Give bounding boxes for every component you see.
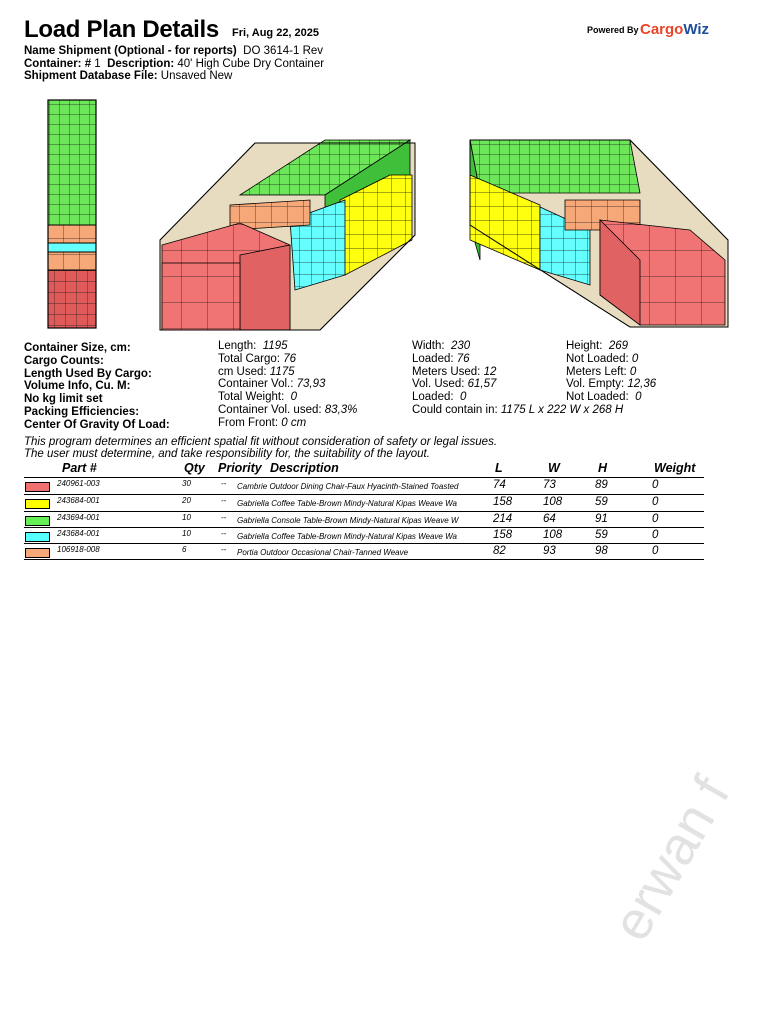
length-used-label: Length Used By Cargo: <box>24 367 152 380</box>
not-loaded-count-field: Not Loaded: 0 <box>566 352 639 365</box>
height: 91 <box>595 513 608 525</box>
priority: -- <box>221 513 227 522</box>
page-title: Load Plan Details <box>24 16 219 43</box>
color-swatch <box>25 482 50 492</box>
weight: 0 <box>652 496 659 508</box>
col-header-height: H <box>598 461 608 475</box>
table-row <box>24 528 704 544</box>
table-row <box>24 478 704 494</box>
priority: -- <box>221 479 227 488</box>
cm-used-field: cm Used: 1175 <box>218 365 295 378</box>
shipment-name-label: Name Shipment (Optional - for reports) <box>24 45 237 57</box>
description-value: 40' High Cube Dry Container <box>177 58 325 70</box>
width: 73 <box>543 479 556 491</box>
length-field: Length: 1195 <box>218 340 288 352</box>
volume-info-label: Volume Info, Cu. M: <box>24 380 131 393</box>
col-header-priority: Priority <box>218 461 262 475</box>
description: Cambrie Outdoor Dining Chair-Faux Hyacinth-Stained Toasted <box>237 482 459 491</box>
color-swatch <box>25 516 50 526</box>
col-header-width: W <box>548 461 560 475</box>
from-front-field: From Front: 0 cm <box>218 416 307 429</box>
container-number: 1 <box>94 58 101 70</box>
load-diagrams <box>0 95 768 335</box>
total-cargo-field: Total Cargo: 76 <box>218 352 297 365</box>
part-number: 240961-003 <box>57 479 100 488</box>
container-size-label: Container Size, cm: <box>24 342 131 354</box>
info-column-2 <box>218 340 357 430</box>
isometric-view-rear <box>470 140 728 327</box>
container-volume-field: Container Vol.: 73,93 <box>218 378 326 391</box>
top-view-diagram <box>48 100 96 328</box>
height-field: Height: 269 <box>566 340 629 352</box>
info-column-4 <box>566 340 656 404</box>
table-row <box>24 495 704 511</box>
width: 108 <box>543 496 563 508</box>
isometric-view-front <box>160 140 415 330</box>
total-weight-field: Total Weight: 0 <box>218 391 298 404</box>
priority: -- <box>221 545 227 554</box>
length: 74 <box>493 479 506 491</box>
part-number: 243694-001 <box>57 513 100 522</box>
width: 93 <box>543 545 556 557</box>
height: 89 <box>595 479 608 491</box>
quantity: 10 <box>182 513 191 522</box>
database-value: Unsaved New <box>160 70 233 82</box>
quantity: 6 <box>182 545 187 554</box>
col-header-weight: Weight <box>654 461 696 475</box>
description: Portia Outdoor Occasional Chair-Tanned Weave <box>237 548 409 557</box>
width: 108 <box>543 529 563 541</box>
shipment-name-line <box>24 45 323 58</box>
disclaimer-note-2: The user must determine, and take responsibility for, the suitability of the layout. <box>24 448 430 460</box>
length: 82 <box>493 545 506 557</box>
width-field: Width: 230 <box>412 340 471 352</box>
not-loaded-weight-field: Not Loaded: 0 <box>566 391 642 404</box>
cargo-counts-label: Cargo Counts: <box>24 354 104 367</box>
info-labels-column <box>24 342 170 432</box>
length: 214 <box>493 513 513 525</box>
table-row <box>24 544 704 560</box>
container-vol-used-field: Container Vol. used: 83,3% <box>218 403 358 416</box>
height: 59 <box>595 529 608 541</box>
center-of-gravity-label: Center Of Gravity Of Load: <box>24 418 170 431</box>
report-date: Fri, Aug 22, 2025 <box>232 27 320 39</box>
disclaimer-note-1: This program determines an efficient spatial fit without consideration of safety or legal issues. <box>24 436 498 448</box>
weight: 0 <box>652 513 659 525</box>
height: 59 <box>595 496 608 508</box>
table-row <box>24 512 704 528</box>
database-line <box>24 70 232 83</box>
meters-left-field: Meters Left: 0 <box>566 365 637 378</box>
height: 98 <box>595 545 608 557</box>
color-swatch <box>25 548 50 558</box>
weight: 0 <box>652 479 659 491</box>
powered-by-label: Powered By <box>587 25 639 35</box>
col-header-part: Part # <box>62 461 97 475</box>
description: Gabriella Coffee Table-Brown Mindy-Natural Kipas Weave Wa <box>237 532 457 541</box>
weight: 0 <box>652 529 659 541</box>
shipment-name-value: DO 3614-1 Rev <box>243 45 324 57</box>
quantity: 20 <box>182 496 191 505</box>
loaded-count-field: Loaded: 76 <box>412 352 470 365</box>
meters-used-field: Meters Used: 12 <box>412 365 497 378</box>
kg-limit-label: No kg limit set <box>24 393 103 406</box>
color-swatch <box>25 499 50 509</box>
description: Gabriella Console Table-Brown Mindy-Natural Kipas Weave W <box>237 516 459 525</box>
quantity: 10 <box>182 529 191 538</box>
loaded-weight-field: Loaded: 0 <box>412 391 467 404</box>
vol-empty-field: Vol. Empty: 12,36 <box>566 378 657 391</box>
watermark-text: erwan f <box>600 767 742 951</box>
table-bottom-rule <box>24 559 704 560</box>
col-header-qty: Qty <box>184 461 205 475</box>
container-line <box>24 58 324 71</box>
priority: -- <box>221 529 227 538</box>
color-swatch <box>25 532 50 542</box>
vol-used-field: Vol. Used: 61,57 <box>412 378 497 391</box>
col-header-description: Description <box>270 461 339 475</box>
priority: -- <box>221 496 227 505</box>
brand-logo <box>640 21 709 38</box>
col-header-length: L <box>495 461 503 475</box>
brand-cargo: Cargo <box>640 21 684 38</box>
length: 158 <box>493 529 513 541</box>
packing-efficiencies-label: Packing Efficiencies: <box>24 405 140 418</box>
description: Gabriella Coffee Table-Brown Mindy-Natural Kipas Weave Wa <box>237 499 457 508</box>
weight: 0 <box>652 545 659 557</box>
container-label: Container: # <box>24 58 92 70</box>
part-number: 243684-001 <box>57 529 100 538</box>
width: 64 <box>543 513 556 525</box>
database-label: Shipment Database File: <box>24 70 158 82</box>
part-number: 106918-008 <box>57 545 100 554</box>
description-label: Description: <box>107 58 175 70</box>
length: 158 <box>493 496 513 508</box>
part-number: 243684-001 <box>57 496 100 505</box>
quantity: 30 <box>182 479 191 488</box>
brand-wiz: Wiz <box>683 21 710 38</box>
could-contain-field: Could contain in: 1175 L x 222 W x 268 H <box>412 403 624 416</box>
